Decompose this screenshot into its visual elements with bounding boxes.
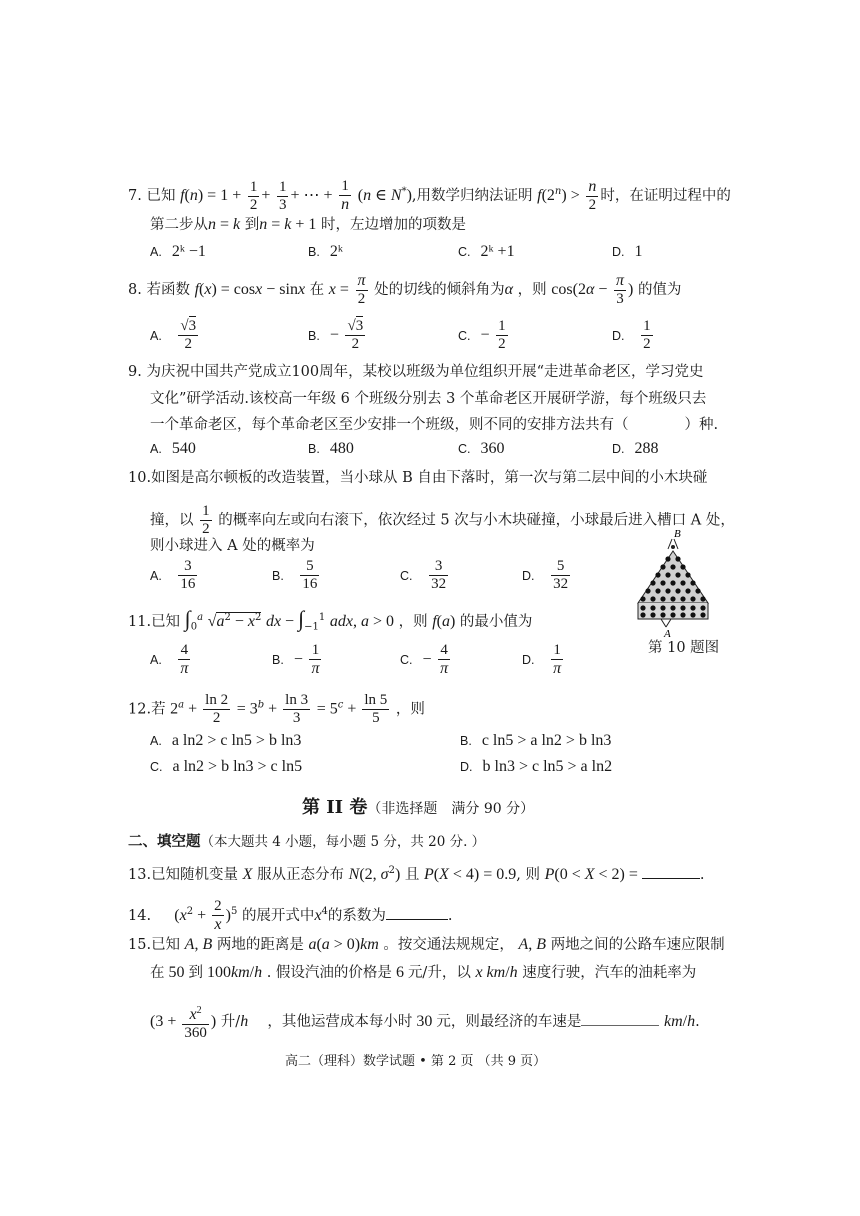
slot-ball	[680, 605, 685, 610]
peg	[680, 596, 685, 601]
q10-line2: 撞，以 $\frac{1}{2}$ 的概率向左或向右滚下，依次经过 5 次与小木块碰撞，小球最后进入槽口 A 处，	[150, 503, 735, 537]
q14-answer-blank[interactable]	[386, 905, 448, 920]
q10-line1: 10.如图是高尔顿板的改造装置，当小球从 B 自由下落时，第一次与第二层中间的小木块碰	[128, 470, 708, 486]
q10-line3: 则小球进入 A 处的概率为	[150, 538, 315, 554]
q8-option-d: D. $\frac{1}{2}$	[612, 318, 651, 352]
page-footer: 高二（理科）数学试题 • 第 2 页 （共 9 页）	[285, 1054, 547, 1069]
q10-option-c: C. $\frac{3}{32}$	[400, 558, 447, 592]
slot-ball	[640, 612, 645, 617]
q11-option-c: C. − $\frac{4}{\pi}$	[400, 642, 449, 677]
peg	[670, 564, 675, 569]
peg	[665, 556, 670, 561]
q15-line2: 在 50 到 100km/h . 假设汽油的价格是 6 元/升，以 x km/h 速度行驶，汽车的油耗率为	[150, 964, 697, 981]
q12-option-b: B. c ln5 > a ln2 > b ln3	[460, 732, 612, 749]
slot-ball	[650, 605, 655, 610]
peg	[700, 596, 705, 601]
q7-option-a: A. 2ᵏ −1	[150, 243, 206, 260]
peg	[655, 572, 660, 577]
slot-ball	[700, 612, 705, 617]
q8-option-a: A. $\frac{√3}{2}$	[150, 318, 197, 352]
peg	[650, 596, 655, 601]
q10-option-b: B. $\frac{5}{16}$	[272, 558, 318, 592]
q15-line1: 15.已知 A, B 两地的距离是 a(a > 0)km 。按交通法规规定， A, B 两地之间的公路车速应限制	[128, 936, 725, 953]
slot-ball	[660, 605, 665, 610]
peg	[650, 580, 655, 585]
peg	[670, 596, 675, 601]
peg	[695, 588, 700, 593]
q9-option-a: A. 540	[150, 440, 196, 457]
q12-option-d: D. b ln3 > c ln5 > a ln2	[460, 758, 613, 775]
q11-option-b: B. − $\frac{1}{\pi}$	[272, 642, 320, 677]
slot-ball	[690, 612, 695, 617]
label-b: B	[674, 528, 681, 540]
section2-heading: 二、填空题（本大题共 4 小题，每小题 5 分，共 20 分. ）	[128, 833, 486, 850]
slot-ball	[660, 612, 665, 617]
peg	[685, 588, 690, 593]
fig-caption: 第 10 题图	[648, 640, 720, 656]
peg	[660, 564, 665, 569]
q7-line1: 7. 已知 f(n) = 1 + $\frac{1}{2}$ + $\frac{1}{3}$ + ⋯ + $\frac{1}{n}$ (n ∈ N*),用数学归纳法证明 $f(2^n)$ > $\frac{n}{2}$ 时，在证明过程中的	[128, 178, 731, 213]
galton-board-svg	[628, 527, 718, 652]
q7-number: 7.	[128, 188, 142, 204]
q7-option-c: C. 2ᵏ +1	[458, 243, 515, 260]
peg	[675, 556, 680, 561]
slot-ball	[640, 605, 645, 610]
q10-option-d: D. $\frac{5}{32}$	[522, 558, 569, 592]
peg	[670, 580, 675, 585]
peg	[690, 580, 695, 585]
q11-line1: 11.已知 $\int_0^a$ $√a^2 - x^2$ dx − $\int_{-1}^1$ adx, a > 0 ，则 f(a) 的最小值为	[128, 605, 533, 633]
q13-line: 13.已知随机变量 X 服从正态分布 N(2, $\sigma^2$) 且 P(X < 4) = 0.9, 则 P(0 < X < 2) = .	[128, 865, 705, 883]
q8-option-c: C. − $\frac{1}{2}$	[458, 318, 506, 352]
q15-line3: (3 + $\frac{x^2}{360}$ ) 升/h ，其他运营成本每小时 30 元，则最经济的车速是 km/h.	[150, 1002, 700, 1042]
section2-title: 第 II 卷（非选择题 满分 90 分）	[302, 797, 535, 818]
q10-option-a: A. $\frac{3}{16}$	[150, 558, 196, 592]
peg	[640, 596, 645, 601]
q12-option-c: C. a ln2 > b ln3 > c ln5	[150, 758, 303, 775]
q14-line: 14. ($x^2$ + $\frac{2}{x}$ )$^5$ 的展开式中$x^4$的系数为 .	[128, 898, 453, 933]
peg	[665, 588, 670, 593]
q7-option-b: B. 2ᵏ	[308, 243, 343, 260]
peg	[690, 596, 695, 601]
q9-line2: 文化”研学活动.该校高一年级 6 个班级分别去 3 个革命老区开展研学游，每个班级只去	[150, 391, 707, 407]
q8-option-b: B. − $\frac{√3}{2}$	[308, 318, 364, 352]
peg	[660, 596, 665, 601]
peg	[685, 572, 690, 577]
q12-option-a: A. a ln2 > c ln5 > b ln3	[150, 732, 302, 749]
q9-option-d: D. 288	[612, 440, 659, 457]
q11-option-d: D. $\frac{1}{\pi}$	[522, 642, 562, 677]
q9-line1: 9. 为庆祝中国共产党成立100周年，某校以班级为单位组织开展“走进革命老区，学习党史	[128, 364, 704, 380]
q9-option-b: B. 480	[308, 440, 354, 457]
peg	[680, 580, 685, 585]
peg	[675, 572, 680, 577]
slot-ball	[650, 612, 655, 617]
slot-ball	[690, 605, 695, 610]
peg	[665, 572, 670, 577]
slot-ball	[680, 612, 685, 617]
slot-ball	[700, 605, 705, 610]
peg	[675, 588, 680, 593]
peg	[645, 588, 650, 593]
peg	[655, 588, 660, 593]
galton-board-figure	[628, 527, 718, 652]
q8-line1: 8. 若函数 f(x) = cosx − sinx 在 x = $\frac{\pi}{2}$ 处的切线的倾斜角为α ，则 cos(2α − $\frac{\pi}{3}$ ) 的值为	[128, 272, 682, 307]
q11-option-a: A. $\frac{4}{\pi}$	[150, 642, 189, 677]
q12-line1: 12.若 $2^a$ + $\frac{\ln 2}{2}$ = $3^b$ + $\frac{\ln 3}{3}$ = $5^c$ + $\frac{\ln 5}{5}$ ，则	[128, 692, 425, 726]
peg	[680, 564, 685, 569]
q9-option-c: C. 360	[458, 440, 505, 457]
slot-ball	[670, 605, 675, 610]
q7-option-d: D. 1	[612, 243, 643, 260]
q7-line2: 第二步从n = k 到n = k + 1 时，左边增加的项数是	[150, 216, 467, 233]
slot-ball	[670, 612, 675, 617]
q9-line3: 一个革命老区，每个革命老区至少安排一个班级，则不同的安排方法共有（ ）种.	[150, 417, 719, 433]
q13-answer-blank[interactable]	[642, 864, 700, 879]
q15-answer-blank[interactable]	[581, 1011, 659, 1026]
label-a: A	[664, 628, 671, 640]
peg	[660, 580, 665, 585]
